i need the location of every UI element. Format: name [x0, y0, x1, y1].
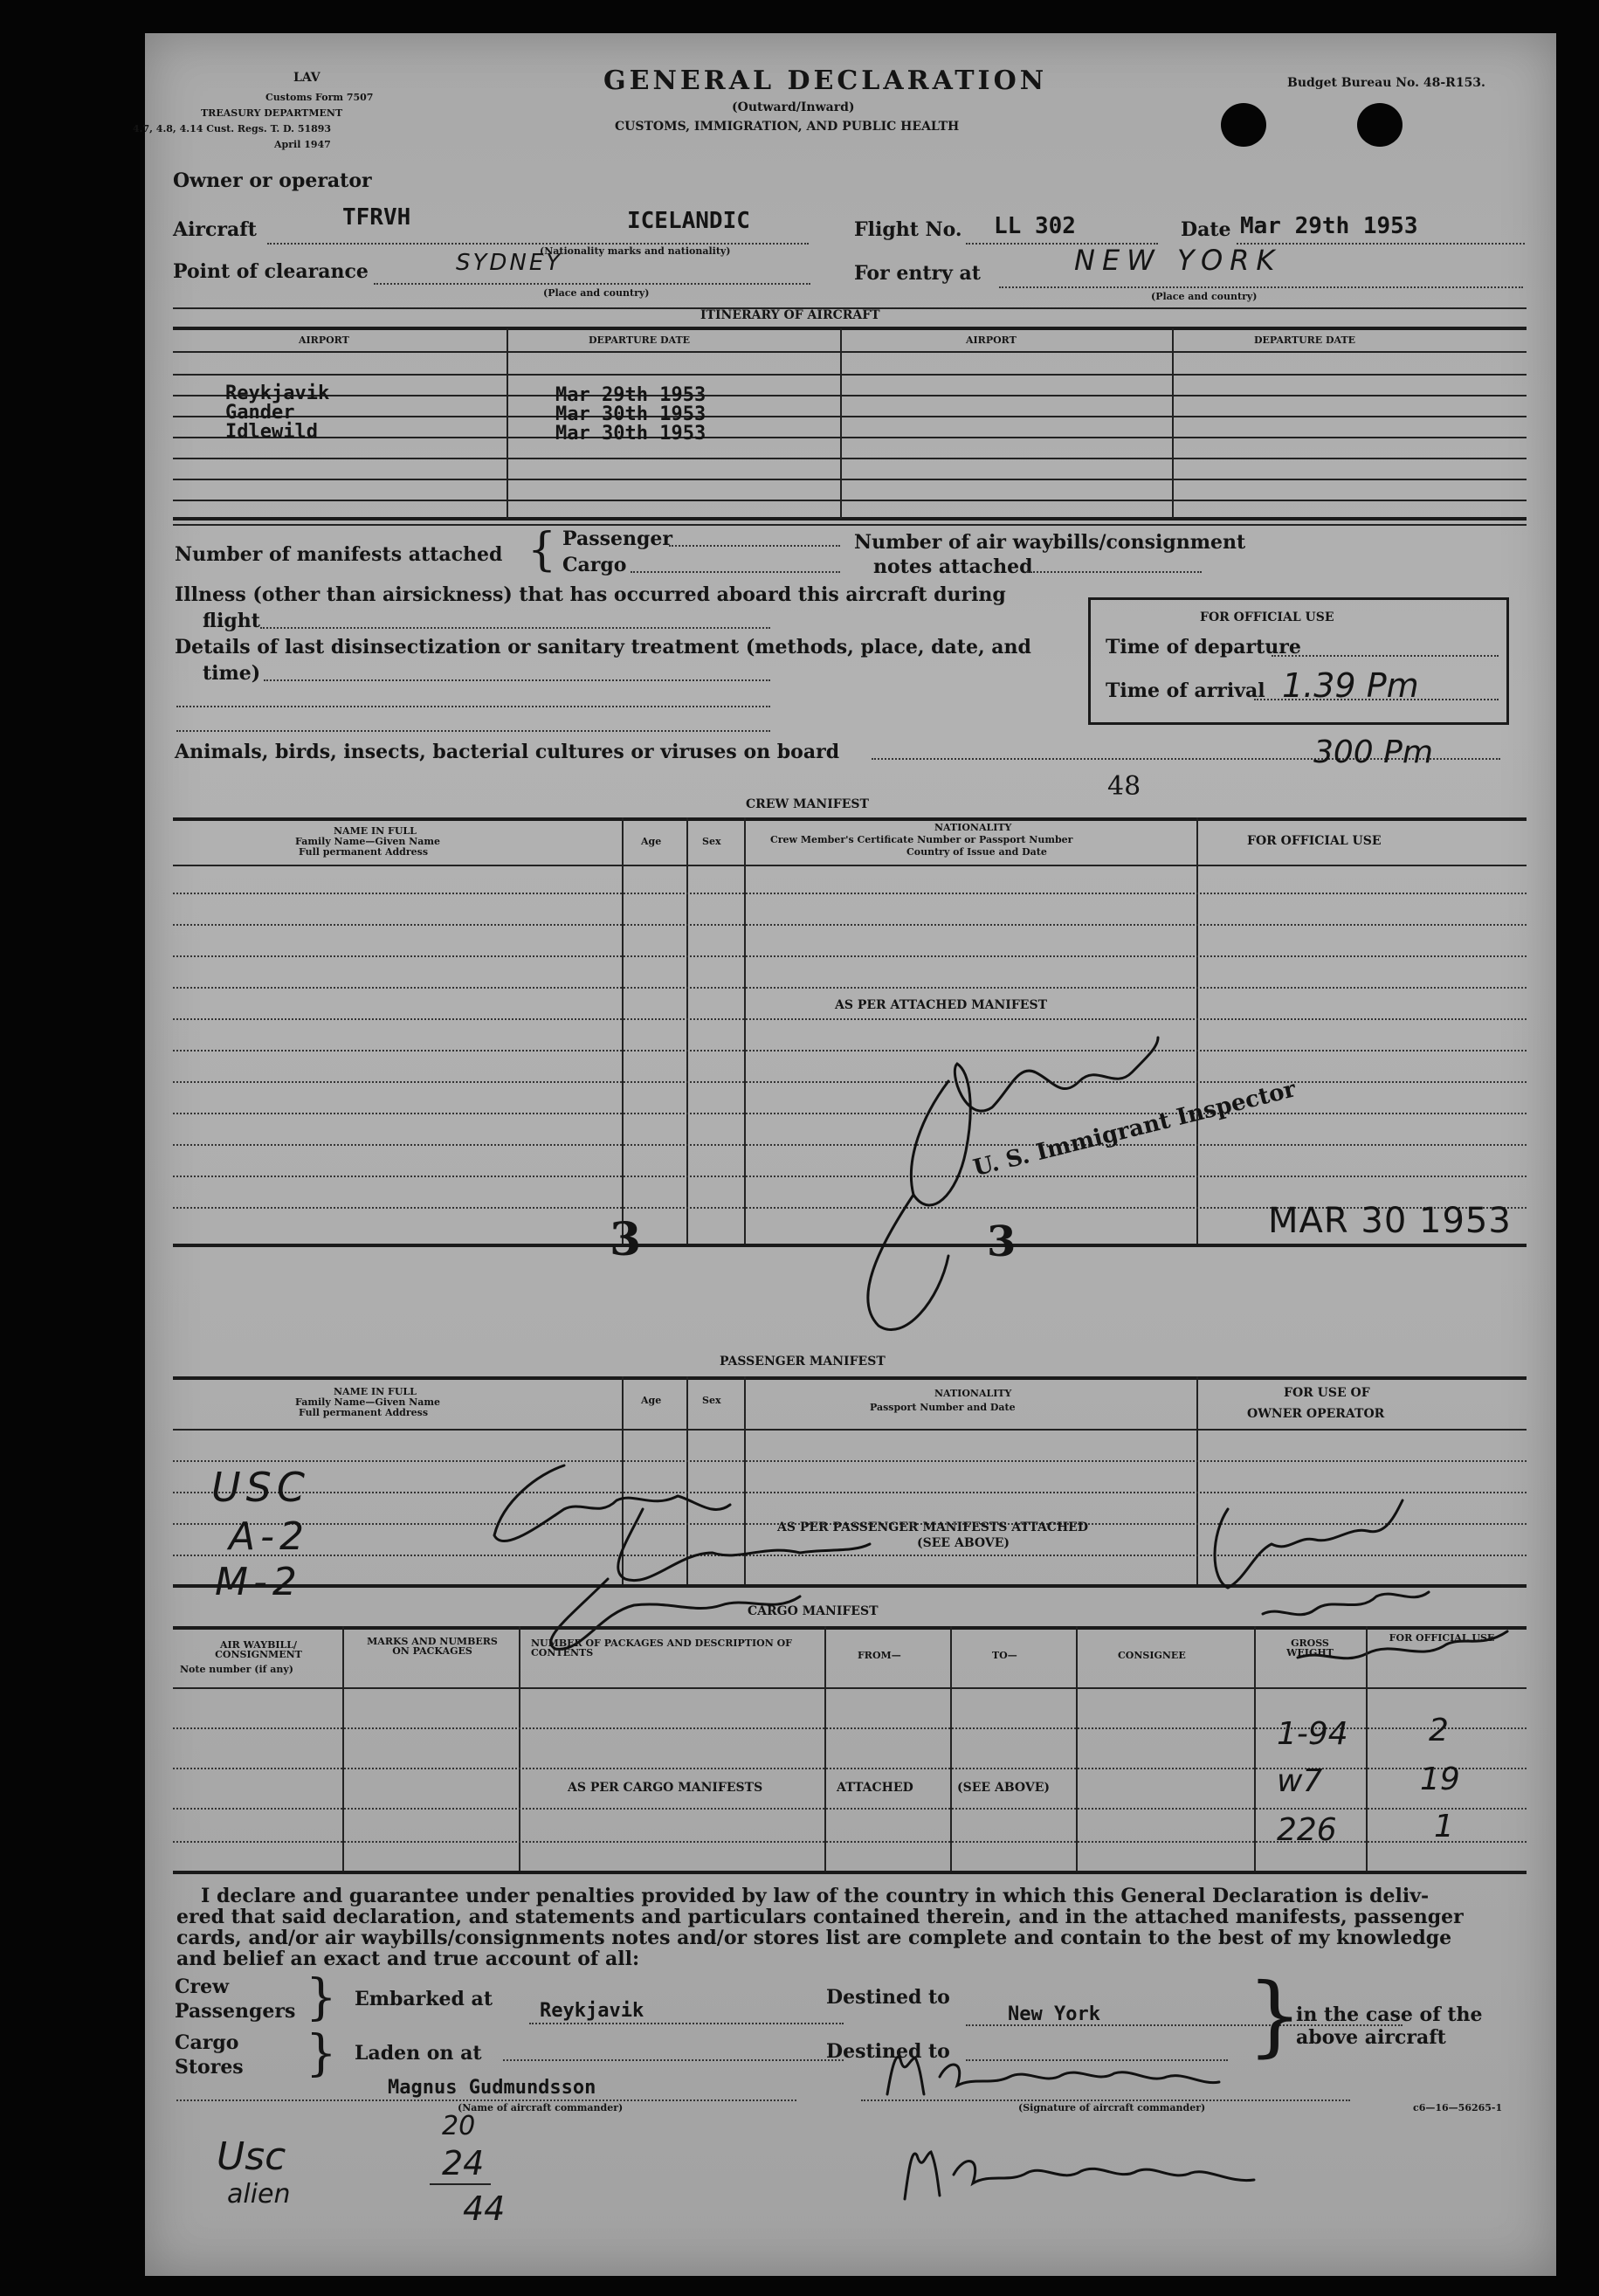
cargo-packages-header: NUMBER OF PACKAGES AND DESCRIPTION OF CONTENTS: [531, 1638, 792, 1658]
cargo-note-header: Note number (if any): [180, 1664, 293, 1675]
itin-col-departure-2: DEPARTURE DATE: [1254, 334, 1356, 346]
arrival-line: [1254, 699, 1499, 700]
itinerary-rule: [173, 327, 1527, 330]
passengers-label: Passengers: [175, 2000, 296, 2023]
gross-weight-2: w7: [1277, 1763, 1323, 1799]
name-commander-caption: (Name of aircraft commander): [458, 2102, 624, 2113]
itin-date-2: Mar 30th 1953: [555, 403, 706, 425]
crew-count: 48: [1107, 771, 1141, 802]
official-value-2: 19: [1420, 1762, 1460, 1797]
time-label: time): [203, 662, 261, 685]
cargo-divider: [1366, 1626, 1368, 1874]
cargo-row-attached: ATTACHED: [837, 1781, 913, 1795]
place-country-note-2: (Place and country): [1151, 291, 1258, 302]
laden-label: Laden on at: [355, 2042, 482, 2065]
itin-row-line: [173, 374, 1527, 376]
itin-col-divider: [1172, 328, 1174, 519]
crew-address-header: Full permanent Address: [299, 846, 429, 858]
itin-row-line: [173, 479, 1527, 480]
pax-name-header: NAME IN FULL: [334, 1386, 417, 1397]
cargo-row-see-above: (SEE ABOVE): [957, 1781, 1051, 1795]
crew-label: Crew: [175, 1975, 230, 1998]
itin-bottom: [173, 517, 1527, 521]
embarked-line: [529, 2023, 844, 2024]
destined-label-2: Destined to: [826, 2040, 950, 2063]
cargo-top: [173, 1626, 1527, 1630]
itin-row-line: [173, 458, 1527, 459]
declaration-line-3: cards, and/or air waybills/consignments notes and/or stores list are complete and contain to the best of my knowledge: [176, 1927, 1452, 1949]
notes-attached-label: notes attached: [873, 555, 1033, 578]
crew-name-header: NAME IN FULL: [334, 825, 417, 837]
place-country-note: (Place and country): [543, 287, 650, 299]
time-departure-label: Time of departure: [1106, 636, 1301, 658]
declaration-line-1: I declare and guarantee under penalties provided by law of the country in which this General Declaration is deliv-: [201, 1885, 1430, 1907]
itin-col-departure-1: DEPARTURE DATE: [589, 334, 691, 346]
pax-note-m2: M-2: [215, 1560, 302, 1604]
entry-value: NEW YORK: [1074, 244, 1282, 277]
date-label: Date: [1181, 218, 1231, 241]
form-code: c6—16—56265-1: [1413, 2102, 1503, 2113]
cargo-divider: [519, 1626, 520, 1874]
pax-top: [173, 1376, 1527, 1380]
cargo-marks-header: MARKS AND NUMBERS ON PACKAGES: [367, 1636, 498, 1657]
cargo-line: [631, 571, 840, 573]
itin-date-3: Mar 30th 1953: [555, 423, 706, 445]
details-line-3: [176, 730, 770, 732]
time-arrival-label: Time of arrival: [1106, 679, 1265, 702]
date-value: Mar 29th 1953: [1240, 213, 1418, 239]
departure-line: [1272, 655, 1499, 657]
embarked-value: Reykjavik: [540, 2000, 644, 2022]
cargo-row: [173, 1808, 1527, 1810]
itinerary-title: ITINERARY OF AIRCRAFT: [700, 308, 880, 322]
itin-airport-3: Idlewild: [225, 421, 318, 443]
pax-note-usc: USC: [211, 1464, 310, 1511]
itin-col-divider: [840, 328, 842, 519]
crew-row: [173, 924, 1527, 926]
customs-regs: 4.7, 4.8, 4.14 Cust. Regs. T. D. 51893: [133, 123, 332, 134]
passenger-manifest-title: PASSENGER MANIFEST: [720, 1355, 886, 1369]
entry-line: [999, 286, 1523, 288]
inspector-signature: [844, 1011, 1193, 1343]
punch-hole-left: [1221, 103, 1266, 147]
itin-airport-1: Reykjavik: [225, 383, 330, 404]
details-line-2: [176, 706, 770, 707]
passenger-label: Passenger: [562, 527, 672, 550]
details-label: Details of last disinsectization or sanitary treatment (methods, place, date, and: [175, 636, 1031, 658]
pax-sex-header: Sex: [702, 1395, 721, 1406]
crew-nationality-header: NATIONALITY: [934, 822, 1012, 833]
punch-hole-right: [1357, 103, 1403, 147]
clearance-line: [374, 283, 810, 285]
flight-no-label: Flight No.: [854, 218, 962, 241]
cargo-divider: [1254, 1626, 1256, 1874]
crew-divider: [622, 817, 624, 1245]
waybills-label: Number of air waybills/consignment: [854, 531, 1246, 554]
stores-label: Stores: [175, 2056, 244, 2079]
nationality-value: ICELANDIC: [627, 208, 750, 234]
cargo-bottom: [173, 1871, 1527, 1874]
aircraft-line: [267, 243, 809, 245]
treasury-department: TREASURY DEPARTMENT: [201, 107, 343, 119]
stamp-date: MAR 30 1953: [1268, 1201, 1512, 1241]
crew-top: [173, 817, 1527, 821]
official-value-3: 1: [1434, 1809, 1454, 1844]
itin-row-line: [173, 395, 1527, 396]
bottom-note-alien: alien: [227, 2179, 291, 2210]
gross-weight-1: 1-94: [1277, 1716, 1348, 1752]
budget-bureau: Budget Bureau No. 48-R153.: [1287, 76, 1485, 90]
manifests-brace: {: [527, 524, 557, 576]
form-title: GENERAL DECLARATION: [603, 66, 1048, 96]
cargo-divider: [1076, 1626, 1078, 1874]
brace-cargo: }: [306, 2025, 337, 2082]
animals-label: Animals, birds, insects, bacterial cultures or viruses on board: [175, 741, 840, 763]
pax-note-a2: A-2: [229, 1514, 309, 1559]
arrival-time-value: 1.39 Pm: [1282, 666, 1419, 705]
cargo-consignee-header: CONSIGNEE: [1118, 1650, 1186, 1661]
in-case-label: in the case of the: [1296, 2003, 1483, 2026]
official-use-title: FOR OFFICIAL USE: [1200, 610, 1334, 624]
pax-passport-header: Passport Number and Date: [870, 1402, 1016, 1413]
pax-header-line: [173, 1429, 1527, 1431]
commander-name: Magnus Gudmundsson: [388, 2077, 596, 2099]
cargo-divider: [824, 1626, 826, 1874]
pax-see-above: (SEE ABOVE): [917, 1536, 1010, 1550]
cargo-waybill-header: AIR WAYBILL/ CONSIGNMENT: [215, 1639, 302, 1660]
pax-for-use-header: FOR USE OF: [1284, 1386, 1370, 1400]
crew-official-header: FOR OFFICIAL USE: [1247, 834, 1382, 848]
manifests-label: Number of manifests attached: [175, 543, 503, 566]
illness-label: Illness (other than airsickness) that has occurred aboard this aircraft during: [175, 583, 1006, 606]
crew-attached-note: AS PER ATTACHED MANIFEST: [835, 998, 1047, 1012]
itin-date-1: Mar 29th 1953: [555, 384, 706, 406]
passenger-line: [669, 545, 840, 547]
cargo-manifest-title: CARGO MANIFEST: [748, 1604, 879, 1618]
brace-destination: }: [1247, 1964, 1303, 2066]
itin-row-line: [173, 437, 1527, 438]
animals-note: 300 Pm: [1313, 734, 1433, 770]
declaration-line-4: and belief an exact and true account of all:: [176, 1948, 640, 1970]
crew-family-header: Family Name—Given Name: [295, 836, 440, 847]
above-aircraft-label: above aircraft: [1296, 2026, 1446, 2049]
customs-form-number: Customs Form 7507: [265, 92, 374, 103]
pax-address-header: Full permanent Address: [299, 1407, 429, 1418]
cargo-label: Cargo: [562, 554, 627, 576]
crew-cert-header: Crew Member's Certificate Number or Passport Number: [770, 834, 1073, 845]
owner-label: Owner or operator: [173, 169, 372, 192]
itin-bottom-2: [173, 524, 1527, 526]
laden-line: [503, 2059, 844, 2061]
bottom-number-3: 44: [463, 2189, 506, 2228]
crew-divider: [686, 817, 688, 1245]
aircraft-label: Aircraft: [173, 218, 257, 241]
cargo-gross-header: GROSS WEIGHT: [1286, 1638, 1334, 1658]
declaration-line-2: ered that said declaration, and statements and particulars contained therein, and in the attached manifests, passenger: [176, 1906, 1464, 1928]
crew-age-header: Age: [641, 836, 662, 847]
form-date: April 1947: [274, 139, 331, 150]
cargo-divider: [342, 1626, 344, 1874]
pax-age-header: Age: [641, 1395, 662, 1406]
itin-airport-2: Gander: [225, 402, 295, 424]
details-line: [264, 679, 770, 681]
form-subtitle: (Outward/Inward): [732, 100, 855, 114]
declaration-form: [133, 33, 1556, 2276]
pax-owner-header: OWNER OPERATOR: [1247, 1407, 1385, 1421]
crew-country-header: Country of Issue and Date: [906, 846, 1047, 858]
destined-value: New York: [1008, 2003, 1100, 2025]
itin-col-airport-1: AIRPORT: [299, 334, 349, 346]
embarked-label: Embarked at: [355, 1988, 493, 2010]
crew-header-line: [173, 865, 1527, 866]
bottom-number-2: 24: [442, 2144, 485, 2182]
pax-family-header: Family Name—Given Name: [295, 1396, 440, 1408]
flight-no-value: LL 302: [994, 213, 1076, 239]
pax-attached-note: AS PER PASSENGER MANIFESTS ATTACHED: [777, 1520, 1088, 1534]
crew-row: [173, 893, 1527, 894]
brace-crew: }: [306, 1969, 337, 2026]
itin-row-line: [173, 500, 1527, 501]
pax-mark-left: 3: [610, 1213, 642, 1266]
crew-manifest-title: CREW MANIFEST: [746, 797, 869, 811]
cargo-to-header: TO—: [992, 1650, 1017, 1661]
point-clearance-label: Point of clearance: [173, 260, 369, 283]
owner-reg-value: TFRVH: [342, 204, 411, 231]
cargo-stores-label: Cargo: [175, 2031, 239, 2054]
form-agencies: CUSTOMS, IMMIGRATION, AND PUBLIC HEALTH: [615, 120, 960, 134]
inspector-stamp: U. S. Immigrant Inspector: [970, 1076, 1299, 1182]
clearance-value: SYDNEY: [456, 250, 563, 276]
cargo-divider: [950, 1626, 952, 1874]
cargo-official-header: FOR OFFICIAL USE: [1389, 1632, 1495, 1644]
for-entry-label: For entry at: [854, 262, 981, 285]
bottom-sum-line: [430, 2183, 491, 2185]
cargo-row-manifests: AS PER CARGO MANIFESTS: [568, 1781, 763, 1795]
crew-sex-header: Sex: [702, 836, 721, 847]
signature-commander-caption: (Signature of aircraft commander): [1018, 2102, 1206, 2113]
itin-col-divider: [507, 328, 508, 519]
flight-label: flight: [203, 610, 260, 632]
crew-row: [173, 987, 1527, 989]
itin-col-airport-2: AIRPORT: [966, 334, 1017, 346]
notes-line: [1027, 571, 1202, 573]
lav-mark: LAV: [293, 71, 320, 85]
cargo-header-line: [173, 1687, 1527, 1689]
official-value-1: 2: [1429, 1713, 1449, 1748]
gross-weight-3: 226: [1277, 1812, 1337, 1848]
itin-header-line: [173, 351, 1527, 353]
itin-row-line: [173, 416, 1527, 417]
bottom-note-usc: Usc: [217, 2134, 286, 2179]
cargo-from-header: FROM—: [858, 1650, 901, 1661]
crew-divider: [1196, 817, 1198, 1245]
commander-signature-bottom: [887, 2138, 1272, 2208]
destined-label-1: Destined to: [826, 1986, 950, 2009]
bottom-number-1: 20: [442, 2111, 476, 2141]
crew-row: [173, 955, 1527, 957]
commander-signature: [870, 2042, 1254, 2112]
pax-mark-right: 3: [987, 1217, 1017, 1266]
owner-signatures: [1193, 1483, 1542, 1675]
illness-line: [260, 627, 770, 629]
crew-divider: [744, 817, 746, 1245]
cargo-row: [173, 1768, 1527, 1769]
commander-line: [176, 2099, 796, 2101]
nationality-note: (Nationality marks and nationality): [540, 245, 731, 257]
pax-nationality-header: NATIONALITY: [934, 1388, 1012, 1399]
